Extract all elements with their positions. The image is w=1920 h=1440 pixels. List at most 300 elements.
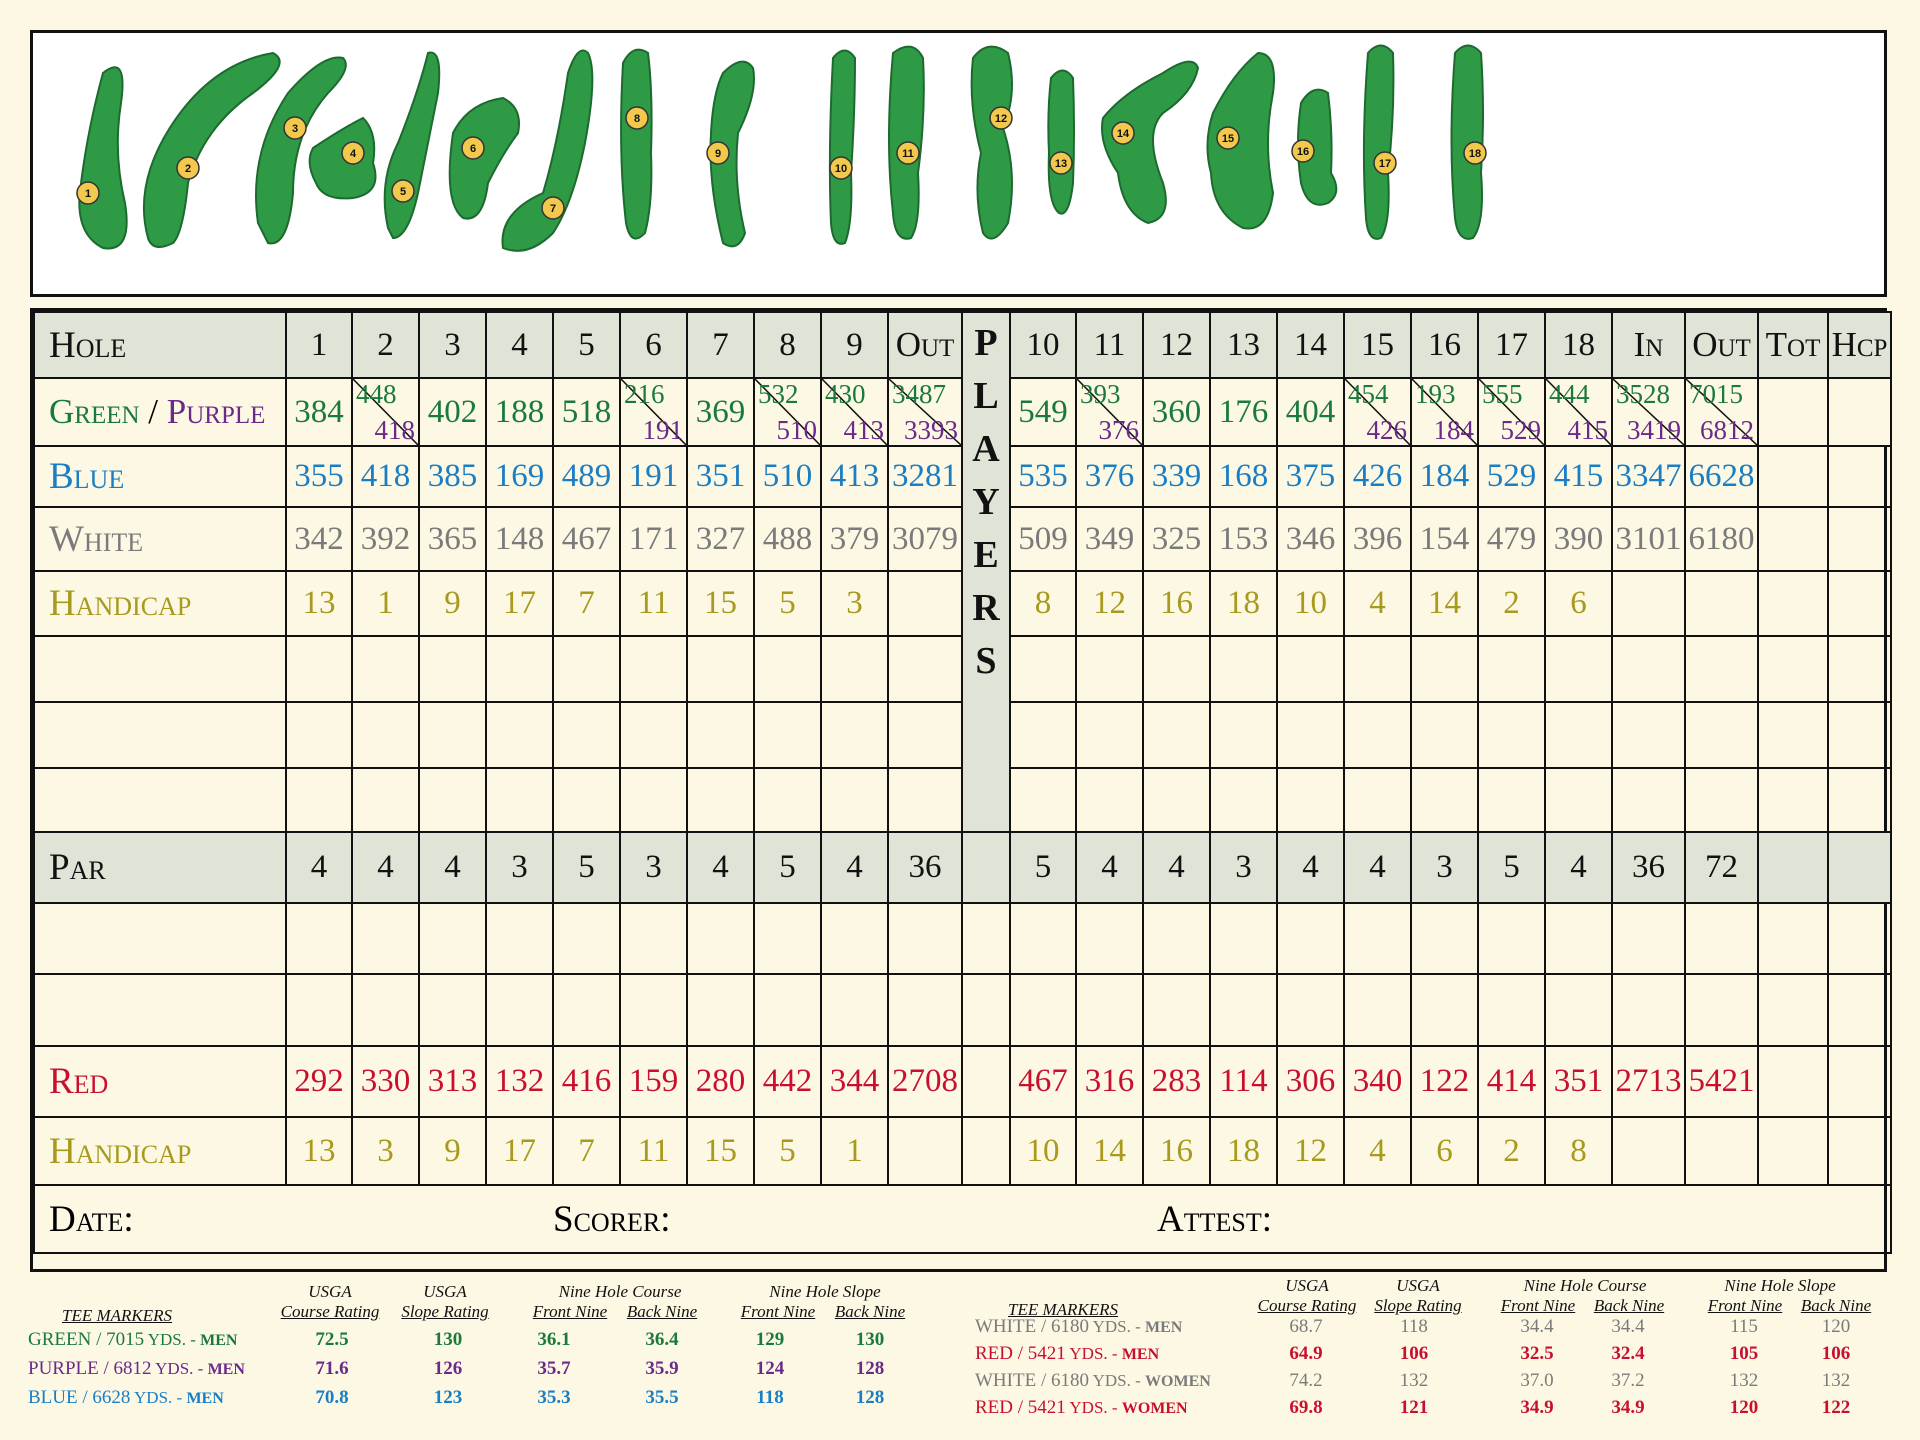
score-cell[interactable] — [419, 702, 486, 768]
players-letter: R — [972, 587, 1000, 629]
purple-yardage: 418 — [374, 415, 415, 445]
handicap-men-total — [1685, 571, 1758, 636]
score-cell[interactable] — [754, 702, 821, 768]
rating-value: 35.3 — [537, 1387, 571, 1408]
slope-rating-heading — [395, 1282, 495, 1322]
yards-text: YDS. - — [1065, 1344, 1122, 1363]
handicap-women-value: 9 — [419, 1117, 486, 1185]
score-cell[interactable] — [1277, 903, 1344, 974]
score-cell[interactable] — [754, 974, 821, 1046]
handicap-men-label: Handicap — [34, 571, 286, 636]
blue-value: 529 — [1478, 446, 1545, 507]
score-cell[interactable] — [1076, 768, 1143, 832]
score-cell[interactable] — [352, 636, 419, 702]
green-yardage: 7015 — [1689, 379, 1743, 409]
score-cell[interactable] — [1010, 974, 1076, 1046]
green-yardage: 3487 — [892, 379, 946, 409]
gender-text: MEN — [207, 1361, 245, 1378]
par-value: 3 — [1210, 832, 1277, 903]
white-in: 3101 — [1612, 507, 1685, 571]
score-cell[interactable] — [352, 768, 419, 832]
score-cell[interactable] — [1758, 974, 1828, 1046]
score-cell[interactable] — [553, 903, 620, 974]
score-cell[interactable] — [620, 702, 687, 768]
handicap-men-value: 6 — [1545, 571, 1612, 636]
score-cell[interactable] — [821, 768, 888, 832]
score-cell[interactable] — [1612, 903, 1685, 974]
hole-number: 14 — [1277, 312, 1344, 378]
hcp-cell[interactable] — [1828, 446, 1891, 507]
total-cell — [1758, 832, 1828, 903]
score-cell[interactable] — [1143, 702, 1210, 768]
score-cell[interactable] — [687, 903, 754, 974]
slope-rating-heading — [1368, 1276, 1468, 1316]
fairway-shape — [621, 50, 651, 239]
rating-value: 132 — [1729, 1370, 1759, 1391]
handicap-men-in — [1612, 571, 1685, 636]
score-cell[interactable] — [1612, 702, 1685, 768]
score-cell[interactable] — [1344, 702, 1411, 768]
score-cell[interactable] — [620, 636, 687, 702]
score-cell[interactable] — [1828, 702, 1891, 768]
rating-value: 74.2 — [1289, 1370, 1323, 1391]
score-cell[interactable] — [1010, 768, 1076, 832]
divider-cell — [962, 832, 1010, 903]
rating-value: 105 — [1729, 1343, 1759, 1364]
rating-value: 35.9 — [645, 1358, 679, 1379]
hole-layout — [310, 118, 376, 198]
tee-markers-heading: TEE MARKERS — [1008, 1300, 1119, 1319]
white-value: 379 — [821, 507, 888, 571]
green-yardage: 384 — [286, 378, 352, 446]
hole-layout — [77, 67, 127, 248]
score-cell[interactable] — [754, 636, 821, 702]
rating-value: 115 — [1730, 1316, 1758, 1337]
tee-markers-heading: TEE MARKERS — [62, 1306, 173, 1325]
score-cell[interactable] — [1685, 636, 1758, 702]
green-yardage: 430 — [825, 379, 866, 409]
rating-value: 36.1 — [537, 1329, 571, 1350]
handicap-women-total — [1685, 1117, 1758, 1185]
score-cell[interactable] — [352, 974, 419, 1046]
score-cell[interactable] — [1210, 702, 1277, 768]
score-cell[interactable] — [286, 974, 352, 1046]
handicap-men-value: 14 — [1411, 571, 1478, 636]
white-value: 509 — [1010, 507, 1076, 571]
rating-value: 130 — [433, 1329, 463, 1350]
label-separator: / — [139, 392, 167, 431]
course-rating-heading — [1252, 1276, 1362, 1316]
score-cell[interactable] — [1612, 974, 1685, 1046]
green-yardage: 444 — [1549, 379, 1590, 409]
red-value: 122 — [1411, 1046, 1478, 1117]
score-cell[interactable] — [1545, 903, 1612, 974]
par-value: 3 — [1411, 832, 1478, 903]
score-cell[interactable] — [1545, 702, 1612, 768]
score-cell[interactable] — [553, 768, 620, 832]
handicap-men-value: 9 — [419, 571, 486, 636]
white-value: 346 — [1277, 507, 1344, 571]
red-value: 316 — [1076, 1046, 1143, 1117]
score-cell[interactable] — [1277, 974, 1344, 1046]
score-cell[interactable] — [1344, 903, 1411, 974]
hole-layout — [1292, 90, 1336, 205]
score-cell[interactable] — [1076, 974, 1143, 1046]
score-cell[interactable] — [419, 974, 486, 1046]
purple-yardage: 3393 — [904, 415, 958, 445]
blue-value: 510 — [754, 446, 821, 507]
score-cell[interactable] — [1545, 636, 1612, 702]
white-value: 479 — [1478, 507, 1545, 571]
nine-course-heading — [535, 1282, 705, 1302]
score-cell[interactable] — [1411, 702, 1478, 768]
score-cell[interactable] — [1478, 974, 1545, 1046]
hole-number-label: 12 — [994, 113, 1008, 125]
score-cell[interactable] — [821, 974, 888, 1046]
red-value: 414 — [1478, 1046, 1545, 1117]
score-cell[interactable] — [1411, 903, 1478, 974]
score-cell[interactable] — [286, 636, 352, 702]
score-cell[interactable] — [1685, 974, 1758, 1046]
score-cell[interactable] — [1344, 768, 1411, 832]
rating-value: 36.4 — [645, 1329, 679, 1350]
par-label: Par — [34, 832, 286, 903]
handicap-women-in — [1612, 1117, 1685, 1185]
attest-field[interactable]: Attest: — [1143, 1185, 1891, 1253]
score-cell[interactable] — [754, 903, 821, 974]
player-name-cell[interactable] — [34, 903, 286, 974]
tee-marker-label — [975, 1343, 1159, 1365]
handicap-women-value: 8 — [1545, 1117, 1612, 1185]
score-cell[interactable] — [1758, 702, 1828, 768]
rating-value: 32.4 — [1611, 1343, 1645, 1364]
score-cell[interactable] — [419, 903, 486, 974]
score-cell[interactable] — [1685, 702, 1758, 768]
score-cell[interactable] — [888, 702, 962, 768]
front-nine-heading-line: Front Nine — [740, 1302, 816, 1321]
hole-number: 6 — [620, 312, 687, 378]
score-cell[interactable] — [1478, 702, 1545, 768]
score-cell[interactable] — [687, 702, 754, 768]
score-cell[interactable] — [1210, 636, 1277, 702]
score-cell[interactable] — [286, 903, 352, 974]
score-cell[interactable] — [1143, 768, 1210, 832]
green-purple-yardage — [821, 378, 888, 446]
score-cell[interactable] — [1210, 903, 1277, 974]
green-yardage: 216 — [624, 379, 665, 409]
slope-rating-heading-line: USGA — [1396, 1276, 1440, 1295]
score-cell[interactable] — [553, 636, 620, 702]
par-value: 4 — [1344, 832, 1411, 903]
score-cell[interactable] — [1076, 636, 1143, 702]
score-cell[interactable] — [888, 636, 962, 702]
score-cell[interactable] — [1612, 636, 1685, 702]
score-cell[interactable] — [1143, 636, 1210, 702]
score-cell[interactable] — [553, 702, 620, 768]
score-cell[interactable] — [1478, 636, 1545, 702]
blue-value: 385 — [419, 446, 486, 507]
total-cell[interactable] — [1758, 1117, 1828, 1185]
handicap-women-value: 11 — [620, 1117, 687, 1185]
player-name-cell[interactable] — [34, 768, 286, 832]
score-cell[interactable] — [486, 903, 553, 974]
red-total: 5421 — [1685, 1046, 1758, 1117]
green-purple-yardage — [1411, 378, 1478, 446]
par-value: 3 — [486, 832, 553, 903]
hole-layout — [1048, 71, 1074, 214]
score-cell[interactable] — [821, 636, 888, 702]
blue-value: 169 — [486, 446, 553, 507]
hole-number-label: 17 — [1378, 158, 1392, 170]
rating-value: 70.8 — [315, 1387, 349, 1408]
score-cell[interactable] — [486, 702, 553, 768]
divider-cell — [962, 1117, 1010, 1185]
tee-name: RED / 5421 — [975, 1343, 1066, 1364]
handicap-women-value: 15 — [687, 1117, 754, 1185]
scorecard-table — [33, 311, 1892, 1254]
hole-layouts-illustration — [33, 33, 1884, 294]
hole-number: 9 — [821, 312, 888, 378]
hole-number: 2 — [352, 312, 419, 378]
rating-value: 69.8 — [1289, 1397, 1323, 1418]
green-purple-yardage — [620, 378, 687, 446]
handicap-women-value: 2 — [1478, 1117, 1545, 1185]
score-cell[interactable] — [1758, 768, 1828, 832]
handicap-men-value: 5 — [754, 571, 821, 636]
score-cell[interactable] — [419, 636, 486, 702]
handicap-men-value: 7 — [553, 571, 620, 636]
score-cell[interactable] — [1411, 974, 1478, 1046]
rating-value: 120 — [1729, 1397, 1759, 1418]
score-cell[interactable] — [352, 702, 419, 768]
front-nine-heading-line: Front Nine — [1707, 1296, 1783, 1315]
players-column — [962, 312, 1010, 832]
score-cell[interactable] — [1277, 636, 1344, 702]
course-map — [30, 30, 1887, 297]
blue-in: 3347 — [1612, 446, 1685, 507]
total-cell[interactable] — [1758, 1046, 1828, 1117]
score-cell[interactable] — [1344, 636, 1411, 702]
score-cell[interactable] — [1010, 903, 1076, 974]
hole-layout — [621, 50, 651, 239]
rating-value: 123 — [433, 1387, 463, 1408]
score-cell[interactable] — [1277, 768, 1344, 832]
score-cell[interactable] — [286, 768, 352, 832]
score-cell[interactable] — [1478, 768, 1545, 832]
score-cell[interactable] — [1685, 768, 1758, 832]
score-cell[interactable] — [486, 974, 553, 1046]
total-cell[interactable] — [1758, 378, 1828, 446]
gender-text: WOMEN — [1145, 1373, 1211, 1390]
course-rating-heading-line: USGA — [308, 1282, 352, 1301]
handicap-men-out — [888, 571, 962, 636]
blue-value: 489 — [553, 446, 620, 507]
out-header: Out — [888, 312, 962, 378]
green-yardage: 532 — [758, 379, 799, 409]
score-cell[interactable] — [1758, 903, 1828, 974]
out-header: Out — [1685, 312, 1758, 378]
score-cell[interactable] — [1076, 903, 1143, 974]
green-yardage: 176 — [1210, 378, 1277, 446]
score-cell[interactable] — [1411, 636, 1478, 702]
score-cell[interactable] — [1010, 702, 1076, 768]
nine-slope-heading — [745, 1282, 905, 1302]
players-letter: L — [973, 375, 999, 417]
total-cell[interactable] — [1758, 507, 1828, 571]
green-purple-yardage — [1545, 378, 1612, 446]
score-cell[interactable] — [1828, 636, 1891, 702]
nine-course-heading-line: Nine Hole Course — [1523, 1276, 1647, 1295]
handicap-men-value: 1 — [352, 571, 419, 636]
red-row — [34, 1046, 1891, 1117]
tee-name: RED / 5421 — [975, 1397, 1066, 1418]
handicap-women-value: 18 — [1210, 1117, 1277, 1185]
player-name-cell[interactable] — [34, 636, 286, 702]
score-cell[interactable] — [888, 903, 962, 974]
purple-yardage: 6812 — [1700, 415, 1754, 445]
green-purple-total — [1685, 378, 1758, 446]
hcp-cell — [1828, 832, 1891, 903]
score-cell[interactable] — [620, 903, 687, 974]
score-cell[interactable] — [486, 768, 553, 832]
score-cell[interactable] — [620, 974, 687, 1046]
green-purple-label — [34, 378, 286, 446]
score-cell[interactable] — [888, 974, 962, 1046]
hcp-cell[interactable] — [1828, 1046, 1891, 1117]
rating-value: 132 — [1399, 1370, 1429, 1391]
green-yardage: 369 — [687, 378, 754, 446]
hcp-cell[interactable] — [1828, 571, 1891, 636]
red-value: 306 — [1277, 1046, 1344, 1117]
score-cell[interactable] — [1612, 768, 1685, 832]
back-nine-heading — [830, 1302, 910, 1322]
score-cell[interactable] — [1411, 768, 1478, 832]
white-value: 153 — [1210, 507, 1277, 571]
handicap-women-value: 12 — [1277, 1117, 1344, 1185]
score-cell[interactable] — [687, 768, 754, 832]
white-value: 488 — [754, 507, 821, 571]
date-field[interactable]: Date: — [34, 1185, 553, 1253]
hole-layout — [1102, 62, 1198, 223]
nine-course-heading-line: Nine Hole Course — [558, 1282, 682, 1301]
score-cell[interactable] — [1210, 974, 1277, 1046]
score-cell[interactable] — [1210, 768, 1277, 832]
rating-value: 34.4 — [1611, 1316, 1645, 1337]
score-cell[interactable] — [352, 903, 419, 974]
total-cell[interactable] — [1758, 571, 1828, 636]
front-nine-heading — [1498, 1296, 1578, 1316]
course-rating-heading-line: USGA — [1285, 1276, 1329, 1295]
score-cell[interactable] — [1143, 903, 1210, 974]
green-yardage: 555 — [1482, 379, 1523, 409]
score-cell[interactable] — [1545, 974, 1612, 1046]
score-cell[interactable] — [1545, 768, 1612, 832]
handicap-men-value: 15 — [687, 571, 754, 636]
handicap-women-value: 6 — [1411, 1117, 1478, 1185]
hole-layout — [1207, 53, 1274, 229]
red-value: 330 — [352, 1046, 419, 1117]
rating-value: 35.7 — [537, 1358, 571, 1379]
score-cell[interactable] — [687, 636, 754, 702]
red-value: 344 — [821, 1046, 888, 1117]
gender-text: WOMEN — [1121, 1400, 1188, 1417]
tee-marker-label — [28, 1358, 245, 1380]
blue-value: 184 — [1411, 446, 1478, 507]
blue-value: 355 — [286, 446, 352, 507]
score-cell[interactable] — [286, 702, 352, 768]
rating-value: 35.5 — [645, 1387, 679, 1408]
score-cell[interactable] — [419, 768, 486, 832]
purple-label: Purple — [166, 392, 266, 431]
score-cell[interactable] — [687, 974, 754, 1046]
green-purple-yardage — [1076, 378, 1143, 446]
blue-value: 535 — [1010, 446, 1076, 507]
score-cell[interactable] — [754, 768, 821, 832]
rating-value: 64.9 — [1289, 1343, 1323, 1364]
score-cell[interactable] — [1143, 974, 1210, 1046]
rating-value: 126 — [433, 1358, 463, 1379]
score-cell[interactable] — [1010, 636, 1076, 702]
handicap-men-value: 8 — [1010, 571, 1076, 636]
hole-number: 5 — [553, 312, 620, 378]
score-cell[interactable] — [1478, 903, 1545, 974]
rating-value: 106 — [1399, 1343, 1429, 1364]
hole-number-label: 2 — [184, 163, 192, 175]
score-cell[interactable] — [1344, 974, 1411, 1046]
score-cell[interactable] — [821, 702, 888, 768]
back-nine-heading-line: Back Nine — [1800, 1296, 1872, 1315]
hole-layout — [503, 51, 593, 251]
hole-layout — [830, 51, 855, 244]
score-cell[interactable] — [821, 903, 888, 974]
score-cell[interactable] — [1828, 768, 1891, 832]
hcp-cell[interactable] — [1828, 378, 1891, 446]
hcp-cell[interactable] — [1828, 1117, 1891, 1185]
score-cell[interactable] — [1828, 903, 1891, 974]
score-cell[interactable] — [1277, 702, 1344, 768]
rating-value: 121 — [1399, 1397, 1429, 1418]
player-name-cell[interactable] — [34, 702, 286, 768]
score-cell[interactable] — [1828, 974, 1891, 1046]
score-cell[interactable] — [888, 768, 962, 832]
gender-text: MEN — [1121, 1346, 1160, 1363]
red-value: 416 — [553, 1046, 620, 1117]
handicap-men-value: 12 — [1076, 571, 1143, 636]
purple-yardage: 413 — [843, 415, 884, 445]
hole-row — [34, 312, 1891, 378]
green-yardage: 393 — [1080, 379, 1121, 409]
score-cell[interactable] — [553, 974, 620, 1046]
back-nine-heading-line: Back Nine — [1593, 1296, 1665, 1315]
handicap-women-value: 10 — [1010, 1117, 1076, 1185]
score-cell[interactable] — [1758, 636, 1828, 702]
score-cell[interactable] — [1685, 903, 1758, 974]
blue-out: 3281 — [888, 446, 962, 507]
score-cell[interactable] — [1076, 702, 1143, 768]
hcp-cell[interactable] — [1828, 507, 1891, 571]
handicap-women-out — [888, 1117, 962, 1185]
rating-value: 129 — [755, 1329, 785, 1350]
total-cell[interactable] — [1758, 446, 1828, 507]
scorer-field[interactable]: Scorer: — [553, 1185, 1143, 1253]
score-cell[interactable] — [620, 768, 687, 832]
score-cell[interactable] — [486, 636, 553, 702]
white-value: 392 — [352, 507, 419, 571]
tee-name: GREEN / 7015 — [28, 1329, 145, 1350]
handicap-women-value: 17 — [486, 1117, 553, 1185]
player-name-cell[interactable] — [34, 974, 286, 1046]
purple-yardage: 510 — [776, 415, 817, 445]
